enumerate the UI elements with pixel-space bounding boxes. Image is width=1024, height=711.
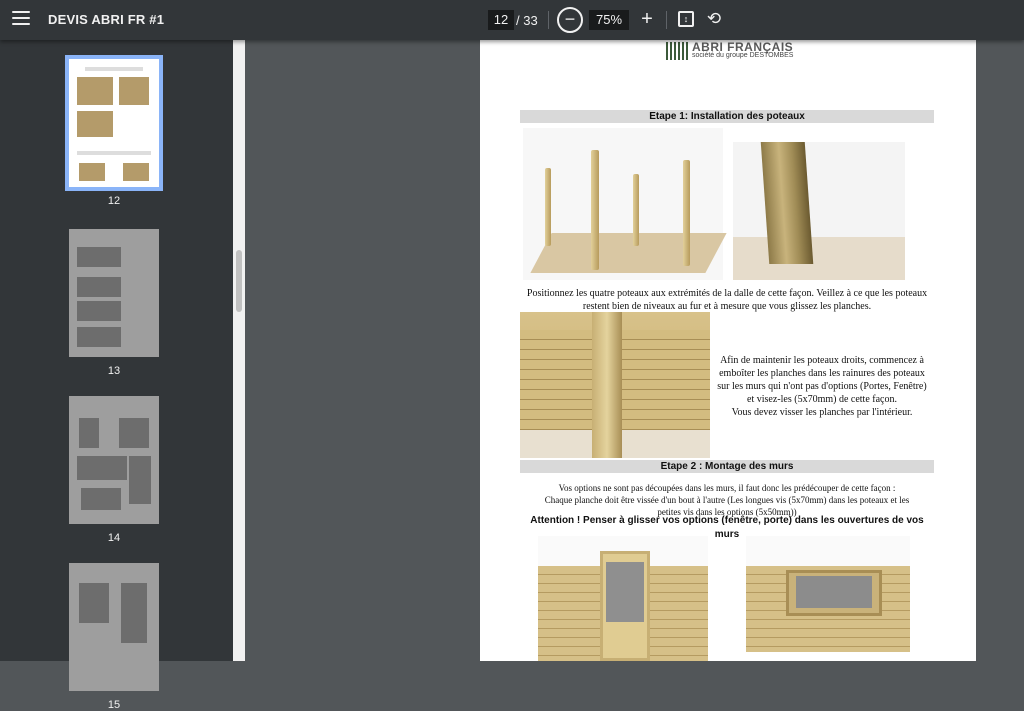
thumbnail-label: 12: [107, 195, 121, 207]
side-text-line: et visez-les (5x70mm) de cette façon.: [747, 394, 897, 405]
side-text-line: Afin de maintenir les poteaux droits, commencez à: [720, 355, 924, 366]
zoom-in-button[interactable]: +: [641, 8, 653, 30]
zoom-out-button[interactable]: −: [557, 7, 583, 33]
sidebar-scrollbar[interactable]: [233, 40, 245, 661]
rotate-icon[interactable]: ⟲: [706, 9, 722, 28]
logo-subtitle: société du groupe DESTOMBES: [692, 52, 794, 59]
side-instructions: [712, 354, 932, 419]
thumbnail-image: [69, 563, 159, 691]
thumbnail-image: [69, 59, 159, 187]
step2-text: [510, 482, 944, 518]
thumbnail-image: [69, 229, 159, 357]
logo-brand: ABRI FRANÇAIS: [692, 40, 794, 54]
menu-icon[interactable]: [12, 11, 30, 29]
thumbnail-label: 14: [107, 532, 121, 544]
step2-text-line: petites vis dans les options (5x50mm)): [657, 507, 797, 517]
image-post-detail: [733, 142, 905, 280]
side-text-line: Vous devez visser les planches par l'intérieur.: [731, 407, 913, 418]
side-text-line: sur les murs qui n'ont pas d'options (Portes, Fenêtre): [717, 381, 927, 392]
thumbnail-image: [69, 396, 159, 524]
toolbar-divider: [548, 11, 549, 29]
image-window-option: [746, 536, 910, 652]
zoom-level-input[interactable]: 75%: [589, 10, 629, 30]
sidebar-scrollbar-thumb[interactable]: [236, 250, 242, 312]
step2-text-line: Chaque planche doit être vissée d'un bout à l'autre (Les longues vis (5x70mm) dans les poteaux et les: [544, 495, 910, 505]
warning-line: murs: [714, 529, 740, 540]
thumbnail-page-13[interactable]: [69, 229, 159, 377]
step2-title: Etape 2 : Montage des murs: [520, 460, 934, 473]
thumbnail-label: 13: [107, 365, 121, 377]
thumbnail-label: 15: [107, 699, 121, 711]
image-door-option: [538, 536, 708, 661]
image-posts-on-slab: [523, 128, 723, 280]
step1-text: Positionnez les quatre poteaux aux extrémités de la dalle de cette façon. Veillez à ce que les poteaux restent bien de niveaux au fur et à mesure que vous glissez les planches.: [526, 288, 928, 312]
document-title: DEVIS ABRI FR #1: [48, 12, 165, 27]
step1-title: Etape 1: Installation des poteaux: [520, 110, 934, 123]
step2-text-line: Vos options ne sont pas découpées dans les murs, il faut donc les prédécouper de cette façon :: [558, 483, 896, 493]
thumbnail-page-12[interactable]: [69, 59, 159, 207]
thumbnail-page-14[interactable]: [69, 396, 159, 544]
toolbar: [0, 0, 1024, 40]
side-text-line: emboîter les planches dans les rainures des poteaux: [719, 368, 925, 379]
image-planks-in-posts: [520, 312, 710, 458]
toolbar-divider: [666, 11, 667, 29]
page-number-input[interactable]: 12: [488, 10, 514, 30]
page-total: / 33: [516, 13, 538, 28]
fit-page-icon[interactable]: ↕: [678, 11, 694, 27]
warning-line: Attention ! Penser à glisser vos options (fenêtre, porte) dans les ouvertures de vos: [530, 515, 924, 526]
document-page: [480, 40, 976, 661]
thumbnail-sidebar: [0, 40, 233, 711]
company-logo: [666, 42, 796, 62]
logo-mark-icon: [666, 42, 688, 60]
thumbnail-page-15[interactable]: [69, 563, 159, 711]
